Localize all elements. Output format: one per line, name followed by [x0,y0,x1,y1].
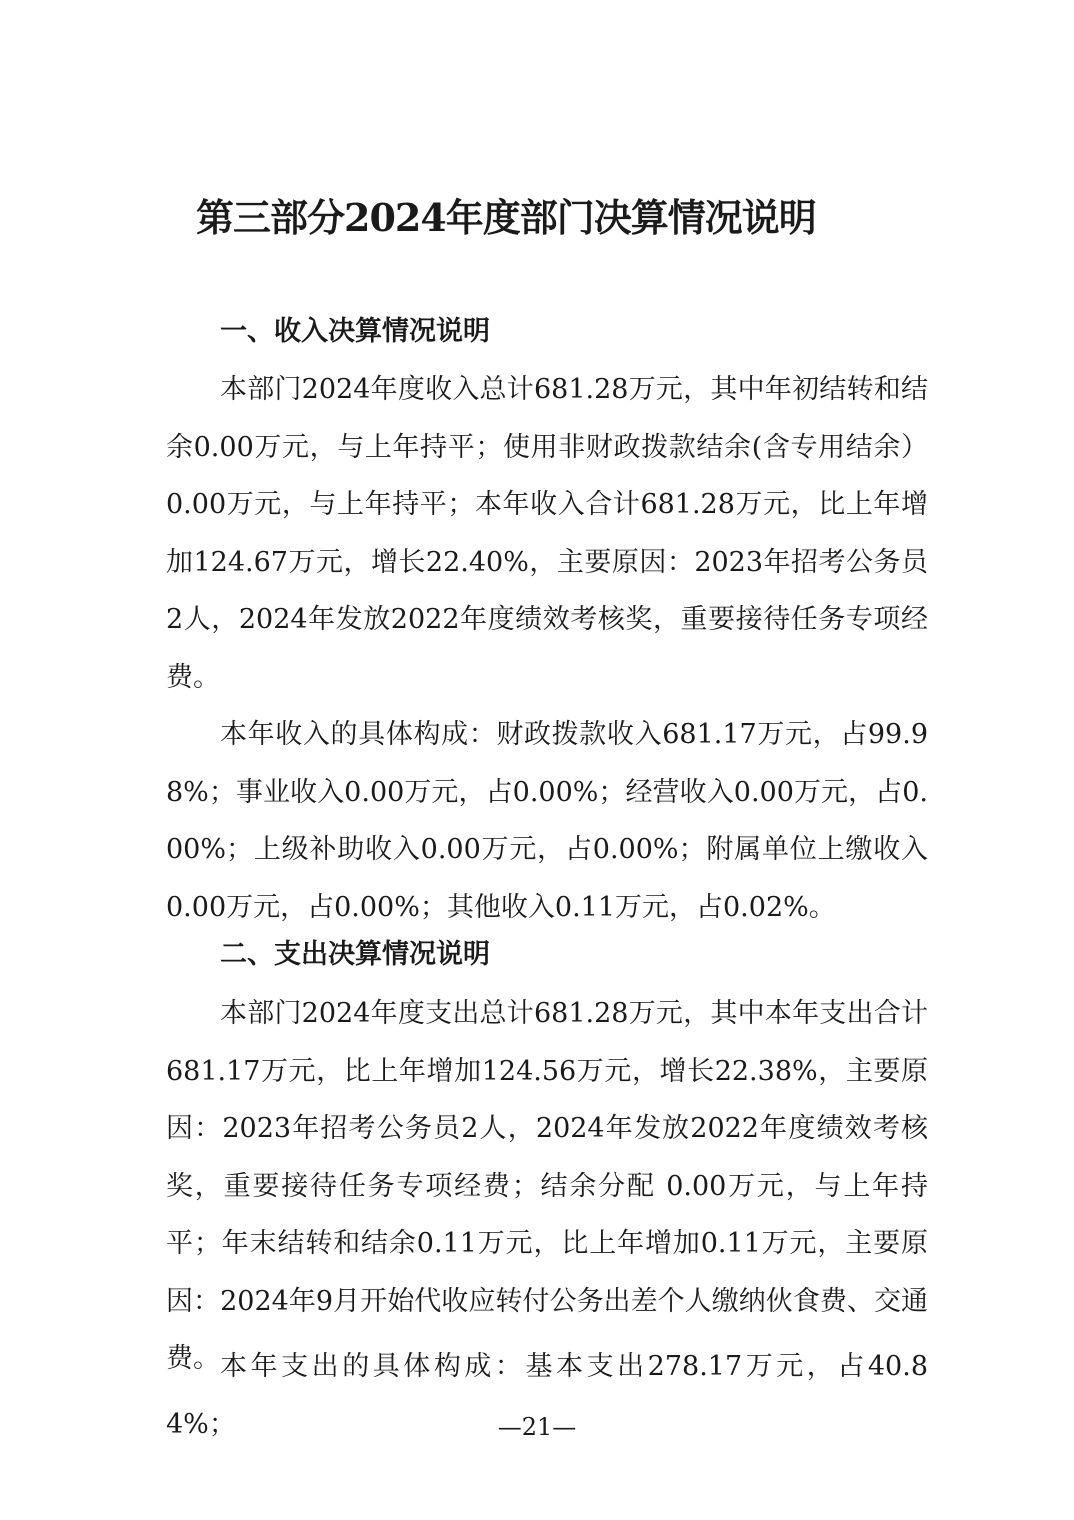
expenditure-composition-paragraph: 本年支出的具体构成：基本支出278.17万元，占40.84%； [166,1351,928,1440]
income-summary-paragraph: 本部门2024年度收入总计681.28万元，其中年初结转和结余0.00万元，与上年持平；使用非财政拨款结余(含专用结余）0.00万元，与上年持平；本年收入合计681.28万元，比上年增加124.67万元，增长22.40%，主要原因：2023年招考公务员2人，2024年发放2022年度绩效考核奖，重要接待任务专项经费。 [166,374,928,693]
page-title: 第三部分2024年度部门决算情况说明 [196,195,816,240]
income-composition-paragraph: 本年收入的具体构成：财政拨款收入681.17万元，占99.98%；事业收入0.00万元，占0.00%；经营收入0.00万元，占0.00%；上级补助收入0.00万元，占0.00%；附属单位上缴收入0.00万元，占0.00%；其他收入0.11万元，占0.02%。 [166,719,928,923]
page-number: —21— [497,1413,577,1441]
section-heading-expenditure: 二、支出决算情况说明 [220,939,490,970]
section-heading-income: 一、收入决算情况说明 [220,316,490,347]
expenditure-summary-paragraph: 本部门2024年度支出总计681.28万元，其中本年支出合计681.17万元，比上年增加124.56万元，增长22.38%，主要原因：2023年招考公务员2人，2024年发放2022年度绩效考核奖，重要接待任务专项经费；结余分配 0.00万元，与上年持平；年末结转和结余0.11万元，比上年增加0.11万元，主要原因：2024年9月开始代收应转付公务出差个人缴纳伙食费、交通费。 [166,998,928,1374]
